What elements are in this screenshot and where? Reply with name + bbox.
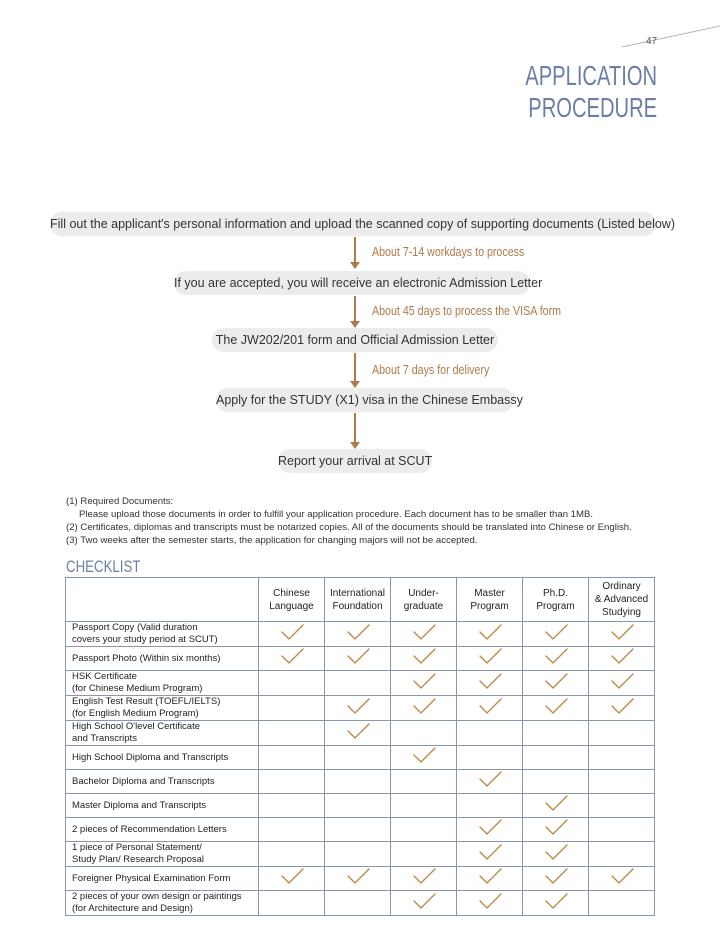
checkmark-icon: [411, 867, 437, 885]
table-row: [66, 891, 655, 916]
checkmark-icon: [543, 892, 569, 910]
checkmark-icon: [411, 623, 437, 641]
notes: [66, 495, 632, 547]
checkmark-icon: [411, 672, 437, 690]
checklist-cell: [457, 818, 523, 842]
checklist-cell: [259, 891, 325, 916]
checklist-cell: [457, 647, 523, 671]
table-row: [66, 770, 655, 794]
table-row: [66, 746, 655, 770]
checkmark-icon: [345, 697, 371, 715]
checklist-cell: [391, 746, 457, 770]
checklist-cell: [589, 647, 655, 671]
checklist-cell: [457, 842, 523, 867]
note-2: (2) Certificates, diplomas and transcripts must be notarized copies. All of the documents should be translated into Chinese or English.: [66, 522, 632, 533]
table-row: [66, 647, 655, 671]
checkmark-icon: [411, 697, 437, 715]
checklist-cell: [391, 696, 457, 721]
row-label: English Test Result (TOEFL/IELTS) (for English Medium Program): [66, 696, 259, 721]
checklist-cell: [523, 891, 589, 916]
title-line-2: PROCEDURE: [528, 92, 657, 123]
title-line-1: APPLICATION: [525, 60, 657, 91]
checklist-table: [65, 577, 655, 916]
checkmark-icon: [543, 818, 569, 836]
header-row: [66, 578, 655, 622]
checkmark-icon: [477, 818, 503, 836]
checklist-cell: [325, 867, 391, 891]
header-blank: [66, 578, 259, 622]
checkmark-icon: [345, 867, 371, 885]
table-row: [66, 818, 655, 842]
checklist-cell: [325, 647, 391, 671]
checklist-cell: [391, 891, 457, 916]
column-header: Ph.D. Program: [523, 578, 589, 622]
column-header: Master Program: [457, 578, 523, 622]
checklist-cell: [523, 647, 589, 671]
row-label: Foreigner Physical Examination Form: [66, 867, 259, 891]
checklist-cell: [259, 647, 325, 671]
flow-step-1: Fill out the applicant's personal information and upload the scanned copy of supporting documents (Listed below): [50, 212, 656, 236]
table-row: [66, 622, 655, 647]
checklist-cell: [325, 721, 391, 746]
checkmark-icon: [411, 647, 437, 665]
table-row: [66, 842, 655, 867]
checklist-cell: [259, 818, 325, 842]
checklist-cell: [457, 867, 523, 891]
checklist-cell: [325, 842, 391, 867]
checkmark-icon: [279, 647, 305, 665]
checklist-cell: [457, 746, 523, 770]
checkmark-icon: [477, 867, 503, 885]
checklist-cell: [589, 794, 655, 818]
flow-step-4: Apply for the STUDY (X1) visa in the Chinese Embassy: [216, 388, 514, 412]
checklist-cell: [523, 671, 589, 696]
checklist-cell: [325, 746, 391, 770]
checklist-cell: [589, 721, 655, 746]
page-number: 47: [646, 36, 658, 47]
table-row: [66, 867, 655, 891]
checkmark-icon: [543, 867, 569, 885]
checkmark-icon: [543, 623, 569, 641]
checkmark-icon: [609, 647, 635, 665]
row-label: HSK Certificate (for Chinese Medium Program): [66, 671, 259, 696]
checkmark-icon: [543, 794, 569, 812]
checklist-cell: [589, 891, 655, 916]
note-1-detail: Please upload those documents in order to fulfill your application procedure. Each document has to be smaller than 1MB.: [79, 509, 594, 520]
checklist-cell: [391, 647, 457, 671]
checkmark-icon: [477, 770, 503, 788]
checklist-cell: [391, 818, 457, 842]
checklist-cell: [523, 770, 589, 794]
checklist-cell: [391, 671, 457, 696]
row-label: Passport Copy (Valid duration covers your study period at SCUT): [66, 622, 259, 647]
checklist-cell: [325, 671, 391, 696]
row-label: 2 pieces of Recommendation Letters: [66, 818, 259, 842]
page-title: [525, 60, 657, 124]
checklist-cell: [391, 794, 457, 818]
checkmark-icon: [609, 623, 635, 641]
flow-arrow-3: [354, 353, 356, 382]
checkmark-icon: [543, 672, 569, 690]
checkmark-icon: [411, 746, 437, 764]
column-header: Chinese Language: [259, 578, 325, 622]
checkmark-icon: [477, 672, 503, 690]
checkmark-icon: [477, 647, 503, 665]
checkmark-icon: [477, 892, 503, 910]
checklist-cell: [391, 721, 457, 746]
flow-step-3: The JW202/201 form and Official Admission Letter: [212, 328, 498, 352]
checklist-cell: [457, 622, 523, 647]
checklist-cell: [523, 842, 589, 867]
checklist-cell: [259, 867, 325, 891]
checklist-cell: [523, 622, 589, 647]
checklist-cell: [457, 770, 523, 794]
row-label: High School Diploma and Transcripts: [66, 746, 259, 770]
checklist-cell: [589, 746, 655, 770]
note-3: (3) Two weeks after the semester starts, the application for changing majors will not be accepted.: [66, 535, 478, 546]
row-label: 1 piece of Personal Statement/ Study Plan/ Research Proposal: [66, 842, 259, 867]
column-header: Ordinary & Advanced Studying: [589, 578, 655, 622]
checklist-cell: [523, 818, 589, 842]
checklist-cell: [391, 842, 457, 867]
checkmark-icon: [543, 647, 569, 665]
corner-decoration: [0, 0, 720, 60]
checkmark-icon: [543, 843, 569, 861]
checklist-cell: [325, 818, 391, 842]
checkmark-icon: [279, 623, 305, 641]
checklist-cell: [391, 867, 457, 891]
checklist-cell: [589, 696, 655, 721]
row-label: Master Diploma and Transcripts: [66, 794, 259, 818]
checklist-cell: [589, 671, 655, 696]
process-time-1: About 7-14 workdays to process: [372, 244, 525, 259]
checklist-cell: [325, 891, 391, 916]
checkmark-icon: [345, 647, 371, 665]
checklist-cell: [457, 696, 523, 721]
checkmark-icon: [609, 867, 635, 885]
checkmark-icon: [609, 672, 635, 690]
checklist-cell: [325, 794, 391, 818]
checklist-cell: [589, 867, 655, 891]
checklist-cell: [457, 891, 523, 916]
checklist-cell: [391, 622, 457, 647]
column-header: Under- graduate: [391, 578, 457, 622]
process-time-2: About 45 days to process the VISA form: [372, 303, 562, 318]
process-time-3: About 7 days for delivery: [372, 362, 490, 377]
checklist-cell: [259, 671, 325, 696]
table-row: [66, 721, 655, 746]
checklist-cell: [259, 842, 325, 867]
checklist-cell: [259, 746, 325, 770]
row-label: 2 pieces of your own design or paintings (for Architecture and Design): [66, 891, 259, 916]
checkmark-icon: [477, 697, 503, 715]
checkmark-icon: [345, 722, 371, 740]
flow-step-5: Report your arrival at SCUT: [278, 449, 432, 473]
checklist-cell: [259, 770, 325, 794]
checklist-cell: [523, 696, 589, 721]
checklist-cell: [325, 696, 391, 721]
table-row: [66, 794, 655, 818]
checklist-cell: [523, 867, 589, 891]
table-row: [66, 696, 655, 721]
note-1: (1) Required Documents:: [66, 496, 174, 507]
checkmark-icon: [477, 623, 503, 641]
checklist-cell: [259, 696, 325, 721]
checkmark-icon: [543, 697, 569, 715]
checklist-title: CHECKLIST: [66, 557, 141, 576]
checklist-cell: [259, 794, 325, 818]
column-header: International Foundation: [325, 578, 391, 622]
checklist-cell: [589, 818, 655, 842]
checklist-cell: [589, 842, 655, 867]
checklist-cell: [325, 770, 391, 794]
row-label: Passport Photo (Within six months): [66, 647, 259, 671]
checklist-cell: [259, 622, 325, 647]
checklist-cell: [457, 671, 523, 696]
checklist-cell: [325, 622, 391, 647]
checklist-cell: [523, 746, 589, 770]
checklist-cell: [523, 794, 589, 818]
checklist-cell: [259, 721, 325, 746]
flow-arrow-4: [354, 413, 356, 443]
flow-arrow-2: [354, 296, 356, 322]
table-row: [66, 671, 655, 696]
checkmark-icon: [477, 843, 503, 861]
checkmark-icon: [279, 867, 305, 885]
checklist-cell: [589, 770, 655, 794]
checklist-cell: [457, 721, 523, 746]
checkmark-icon: [345, 623, 371, 641]
checklist-cell: [523, 721, 589, 746]
row-label: Bachelor Diploma and Transcripts: [66, 770, 259, 794]
checklist-cell: [589, 622, 655, 647]
checklist-cell: [391, 770, 457, 794]
checkmark-icon: [411, 892, 437, 910]
checklist-cell: [457, 794, 523, 818]
row-label: High School O'level Certificate and Transcripts: [66, 721, 259, 746]
flow-arrow-1: [354, 237, 356, 263]
flow-step-2: If you are accepted, you will receive an electronic Admission Letter: [174, 271, 530, 295]
checkmark-icon: [609, 697, 635, 715]
